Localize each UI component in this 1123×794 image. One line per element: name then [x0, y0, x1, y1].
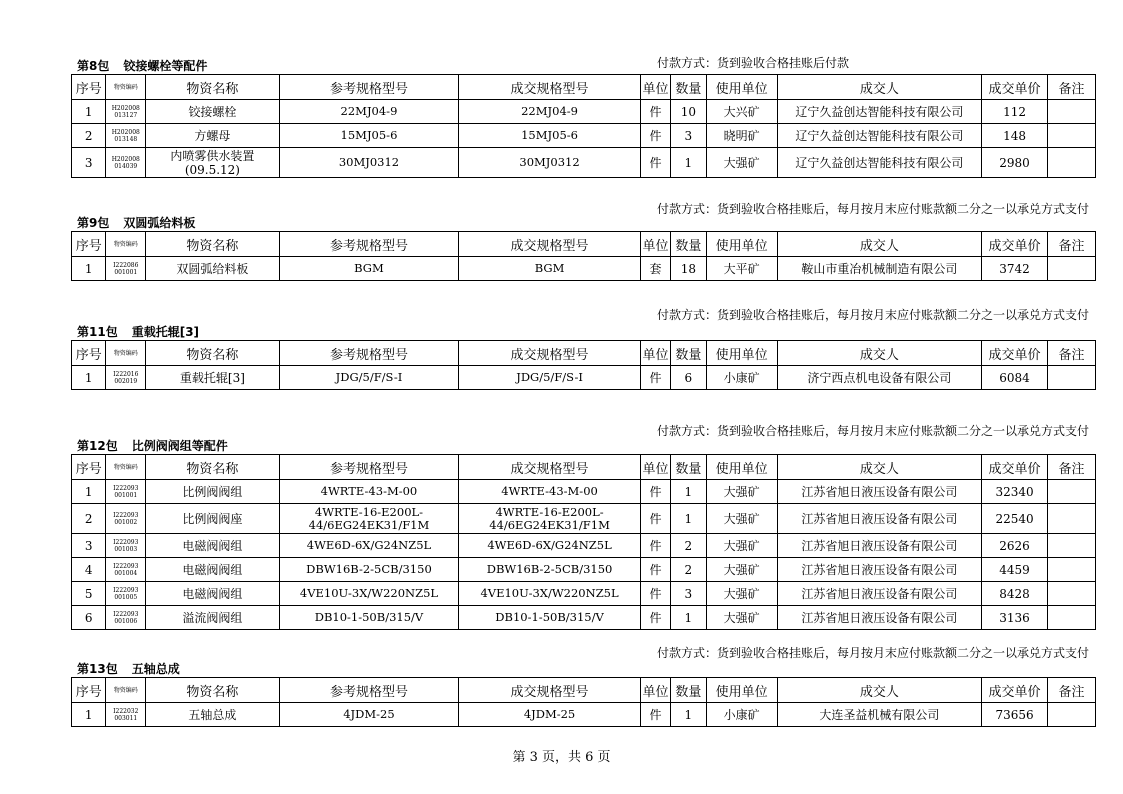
unit-cell: 件: [640, 366, 670, 390]
header-qty: 数量: [671, 455, 706, 480]
seq-cell: 1: [72, 100, 106, 124]
header-note: 备注: [1047, 232, 1095, 257]
unit-cell: 件: [640, 558, 670, 582]
material-name-cell: 铰接螺栓: [146, 100, 280, 124]
material-code-cell: I222093 001002: [106, 504, 146, 534]
seq-cell: 6: [72, 606, 106, 630]
deal-spec-cell: 15MJ05-6: [459, 124, 641, 148]
vendor-cell: 江苏省旭日液压设备有限公司: [777, 534, 982, 558]
header-material-name: 物资名称: [146, 678, 280, 703]
qty-cell: 10: [671, 100, 706, 124]
package-section-9: [71, 202, 1096, 281]
header-vendor: 成交人: [777, 678, 982, 703]
header-unit: 单位: [640, 455, 670, 480]
package-table: [71, 231, 1096, 281]
seq-cell: 1: [72, 366, 106, 390]
header-deal-spec: 成交规格型号: [459, 341, 641, 366]
package-title: 第13包 五轴总成: [77, 662, 180, 676]
material-code-cell: I222093 001001: [106, 480, 146, 504]
unit-cell: 件: [640, 148, 670, 178]
header-material-name: 物资名称: [146, 341, 280, 366]
deal-spec-cell: JDG/5/F/S-I: [459, 366, 641, 390]
header-deal-spec: 成交规格型号: [459, 455, 641, 480]
header-note: 备注: [1047, 455, 1095, 480]
material-name-cell: 内喷雾供水装置(09.5.12): [146, 148, 280, 178]
ref-spec-cell: JDG/5/F/S-I: [279, 366, 459, 390]
table-header-row: [72, 455, 1096, 480]
note-cell: [1047, 504, 1095, 534]
package-title: 第11包 重载托辊[3]: [77, 325, 200, 339]
qty-cell: 1: [671, 504, 706, 534]
table-row: [72, 582, 1096, 606]
package-table: [71, 454, 1096, 630]
header-user-unit: 使用单位: [706, 75, 777, 100]
ref-spec-cell: 22MJ04-9: [279, 100, 459, 124]
header-unit: 单位: [640, 75, 670, 100]
qty-cell: 3: [671, 124, 706, 148]
material-name-cell: 比例阀阀组: [146, 480, 280, 504]
ref-spec-cell: 4JDM-25: [279, 703, 459, 727]
unit-cell: 件: [640, 582, 670, 606]
price-cell: 8428: [982, 582, 1048, 606]
table-row: [72, 124, 1096, 148]
header-user-unit: 使用单位: [706, 455, 777, 480]
vendor-cell: 大连圣益机械有限公司: [777, 703, 982, 727]
page-number: 第 3 页，共 6 页: [512, 750, 611, 765]
user-unit-cell: 大平矿: [706, 257, 777, 281]
user-unit-cell: 大兴矿: [706, 100, 777, 124]
material-name-cell: 电磁阀阀组: [146, 534, 280, 558]
header-price: 成交单价: [982, 341, 1048, 366]
seq-cell: 3: [72, 534, 106, 558]
header-vendor: 成交人: [777, 75, 982, 100]
seq-cell: 3: [72, 148, 106, 178]
material-code-cell: H202008 013148: [106, 124, 146, 148]
qty-cell: 3: [671, 582, 706, 606]
material-code-cell: I222093 001003: [106, 534, 146, 558]
header-user-unit: 使用单位: [706, 232, 777, 257]
user-unit-cell: 大强矿: [706, 534, 777, 558]
header-qty: 数量: [671, 232, 706, 257]
header-material-name: 物资名称: [146, 75, 280, 100]
price-cell: 6084: [982, 366, 1048, 390]
vendor-cell: 辽宁久益创达智能科技有限公司: [777, 124, 982, 148]
material-code-cell: I222032 003011: [106, 703, 146, 727]
table-row: [72, 148, 1096, 178]
deal-spec-cell: 30MJ0312: [459, 148, 641, 178]
header-material-code: 物资编码: [106, 678, 146, 703]
note-cell: [1047, 606, 1095, 630]
seq-cell: 2: [72, 124, 106, 148]
header-qty: 数量: [671, 341, 706, 366]
price-cell: 148: [982, 124, 1048, 148]
user-unit-cell: 晓明矿: [706, 124, 777, 148]
header-price: 成交单价: [982, 678, 1048, 703]
vendor-cell: 济宁西点机电设备有限公司: [777, 366, 982, 390]
table-row: [72, 480, 1096, 504]
note-cell: [1047, 124, 1095, 148]
header-vendor: 成交人: [777, 341, 982, 366]
vendor-cell: 江苏省旭日液压设备有限公司: [777, 480, 982, 504]
header-price: 成交单价: [982, 75, 1048, 100]
header-unit: 单位: [640, 341, 670, 366]
package-table: [71, 677, 1096, 727]
header-price: 成交单价: [982, 232, 1048, 257]
user-unit-cell: 大强矿: [706, 480, 777, 504]
header-ref-spec: 参考规格型号: [279, 455, 459, 480]
price-cell: 3136: [982, 606, 1048, 630]
table-header-row: [72, 341, 1096, 366]
price-cell: 4459: [982, 558, 1048, 582]
note-cell: [1047, 703, 1095, 727]
payment-terms: 付款方式：货到验收合格挂账后，每月按月末应付账款额二分之一以承兑方式支付: [657, 424, 1090, 438]
user-unit-cell: 大强矿: [706, 148, 777, 178]
table-row: [72, 558, 1096, 582]
header-note: 备注: [1047, 341, 1095, 366]
unit-cell: 件: [640, 124, 670, 148]
material-name-cell: 溢流阀阀组: [146, 606, 280, 630]
seq-cell: 1: [72, 703, 106, 727]
seq-cell: 5: [72, 582, 106, 606]
material-name-cell: 方螺母: [146, 124, 280, 148]
header-seq: 序号: [72, 232, 106, 257]
header-material-code: 物资编码: [106, 232, 146, 257]
unit-cell: 件: [640, 504, 670, 534]
qty-cell: 1: [671, 703, 706, 727]
package-title: 第12包 比例阀阀组等配件: [77, 439, 228, 453]
header-material-name: 物资名称: [146, 455, 280, 480]
user-unit-cell: 大强矿: [706, 504, 777, 534]
header-user-unit: 使用单位: [706, 341, 777, 366]
deal-spec-cell: 4WRTE-16-E200L-44/6EG24EK31/F1M: [459, 504, 641, 534]
header-seq: 序号: [72, 455, 106, 480]
price-cell: 3742: [982, 257, 1048, 281]
deal-spec-cell: 4WE6D-6X/G24NZ5L: [459, 534, 641, 558]
note-cell: [1047, 582, 1095, 606]
table-row: [72, 366, 1096, 390]
material-name-cell: 重载托辊[3]: [146, 366, 280, 390]
ref-spec-cell: 4WRTE-16-E200L-44/6EG24EK31/F1M: [279, 504, 459, 534]
vendor-cell: 辽宁久益创达智能科技有限公司: [777, 100, 982, 124]
package-header: [71, 646, 1096, 677]
deal-spec-cell: 22MJ04-9: [459, 100, 641, 124]
note-cell: [1047, 534, 1095, 558]
header-deal-spec: 成交规格型号: [459, 678, 641, 703]
material-code-cell: H202008 013127: [106, 100, 146, 124]
deal-spec-cell: BGM: [459, 257, 641, 281]
qty-cell: 18: [671, 257, 706, 281]
table-header-row: [72, 678, 1096, 703]
header-ref-spec: 参考规格型号: [279, 678, 459, 703]
header-note: 备注: [1047, 678, 1095, 703]
seq-cell: 1: [72, 480, 106, 504]
header-material-code: 物资编码: [106, 455, 146, 480]
header-material-code: 物资编码: [106, 75, 146, 100]
header-user-unit: 使用单位: [706, 678, 777, 703]
ref-spec-cell: 4VE10U-3X/W220NZ5L: [279, 582, 459, 606]
note-cell: [1047, 480, 1095, 504]
ref-spec-cell: DBW16B-2-5CB/3150: [279, 558, 459, 582]
vendor-cell: 江苏省旭日液压设备有限公司: [777, 582, 982, 606]
user-unit-cell: 小康矿: [706, 703, 777, 727]
qty-cell: 1: [671, 480, 706, 504]
price-cell: 22540: [982, 504, 1048, 534]
header-material-code: 物资编码: [106, 341, 146, 366]
header-seq: 序号: [72, 341, 106, 366]
package-header: [71, 202, 1096, 231]
header-vendor: 成交人: [777, 455, 982, 480]
header-vendor: 成交人: [777, 232, 982, 257]
table-row: [72, 534, 1096, 558]
header-ref-spec: 参考规格型号: [279, 75, 459, 100]
vendor-cell: 辽宁久益创达智能科技有限公司: [777, 148, 982, 178]
price-cell: 73656: [982, 703, 1048, 727]
material-name-cell: 电磁阀阀组: [146, 582, 280, 606]
header-seq: 序号: [72, 678, 106, 703]
user-unit-cell: 大强矿: [706, 582, 777, 606]
material-name-cell: 双圆弧给料板: [146, 257, 280, 281]
material-name-cell: 五轴总成: [146, 703, 280, 727]
table-row: [72, 257, 1096, 281]
header-qty: 数量: [671, 678, 706, 703]
material-code-cell: I222093 001005: [106, 582, 146, 606]
material-code-cell: I222093 001004: [106, 558, 146, 582]
user-unit-cell: 大强矿: [706, 606, 777, 630]
deal-spec-cell: 4JDM-25: [459, 703, 641, 727]
ref-spec-cell: BGM: [279, 257, 459, 281]
deal-spec-cell: 4WRTE-43-M-00: [459, 480, 641, 504]
package-section-12: [71, 424, 1096, 630]
header-unit: 单位: [640, 232, 670, 257]
price-cell: 2980: [982, 148, 1048, 178]
package-title: 第8包 铰接螺栓等配件: [77, 59, 208, 73]
material-code-cell: H202008 014039: [106, 148, 146, 178]
qty-cell: 6: [671, 366, 706, 390]
seq-cell: 2: [72, 504, 106, 534]
user-unit-cell: 大强矿: [706, 558, 777, 582]
material-code-cell: I222093 001006: [106, 606, 146, 630]
note-cell: [1047, 257, 1095, 281]
note-cell: [1047, 558, 1095, 582]
header-seq: 序号: [72, 75, 106, 100]
payment-terms: 付款方式：货到验收合格挂账后，每月按月末应付账款额二分之一以承兑方式支付: [657, 646, 1090, 660]
qty-cell: 2: [671, 534, 706, 558]
table-header-row: [72, 232, 1096, 257]
material-name-cell: 比例阀阀座: [146, 504, 280, 534]
unit-cell: 件: [640, 534, 670, 558]
note-cell: [1047, 148, 1095, 178]
unit-cell: 件: [640, 480, 670, 504]
package-section-8: [71, 56, 1096, 178]
ref-spec-cell: 30MJ0312: [279, 148, 459, 178]
table-header-row: [72, 75, 1096, 100]
material-name-cell: 电磁阀阀组: [146, 558, 280, 582]
ref-spec-cell: DB10-1-50B/315/V: [279, 606, 459, 630]
table-row: [72, 100, 1096, 124]
header-qty: 数量: [671, 75, 706, 100]
package-section-13: [71, 646, 1096, 727]
payment-terms: 付款方式：货到验收合格挂账后付款: [657, 56, 850, 70]
table-row: [72, 606, 1096, 630]
ref-spec-cell: 4WE6D-6X/G24NZ5L: [279, 534, 459, 558]
payment-terms: 付款方式：货到验收合格挂账后，每月按月末应付账款额二分之一以承兑方式支付: [657, 202, 1090, 216]
note-cell: [1047, 100, 1095, 124]
deal-spec-cell: DB10-1-50B/315/V: [459, 606, 641, 630]
seq-cell: 4: [72, 558, 106, 582]
ref-spec-cell: 4WRTE-43-M-00: [279, 480, 459, 504]
package-header: [71, 424, 1096, 454]
unit-cell: 件: [640, 703, 670, 727]
qty-cell: 1: [671, 148, 706, 178]
vendor-cell: 鞍山市重冶机械制造有限公司: [777, 257, 982, 281]
payment-terms: 付款方式：货到验收合格挂账后，每月按月末应付账款额二分之一以承兑方式支付: [657, 308, 1090, 322]
header-unit: 单位: [640, 678, 670, 703]
vendor-cell: 江苏省旭日液压设备有限公司: [777, 606, 982, 630]
package-title: 第9包 双圆弧给料板: [77, 216, 196, 230]
qty-cell: 1: [671, 606, 706, 630]
deal-spec-cell: 4VE10U-3X/W220NZ5L: [459, 582, 641, 606]
table-row: [72, 504, 1096, 534]
header-ref-spec: 参考规格型号: [279, 232, 459, 257]
unit-cell: 件: [640, 606, 670, 630]
material-code-cell: I222016 002019: [106, 366, 146, 390]
price-cell: 2626: [982, 534, 1048, 558]
vendor-cell: 江苏省旭日液压设备有限公司: [777, 504, 982, 534]
package-table: [71, 74, 1096, 178]
table-row: [72, 703, 1096, 727]
header-deal-spec: 成交规格型号: [459, 75, 641, 100]
header-material-name: 物资名称: [146, 232, 280, 257]
user-unit-cell: 小康矿: [706, 366, 777, 390]
ref-spec-cell: 15MJ05-6: [279, 124, 459, 148]
header-ref-spec: 参考规格型号: [279, 341, 459, 366]
header-note: 备注: [1047, 75, 1095, 100]
unit-cell: 件: [640, 100, 670, 124]
deal-spec-cell: DBW16B-2-5CB/3150: [459, 558, 641, 582]
unit-cell: 套: [640, 257, 670, 281]
header-deal-spec: 成交规格型号: [459, 232, 641, 257]
package-header: [71, 308, 1096, 340]
qty-cell: 2: [671, 558, 706, 582]
material-code-cell: I222086 001001: [106, 257, 146, 281]
price-cell: 112: [982, 100, 1048, 124]
note-cell: [1047, 366, 1095, 390]
seq-cell: 1: [72, 257, 106, 281]
package-section-11: [71, 308, 1096, 390]
vendor-cell: 江苏省旭日液压设备有限公司: [777, 558, 982, 582]
price-cell: 32340: [982, 480, 1048, 504]
package-header: [71, 56, 1096, 74]
package-table: [71, 340, 1096, 390]
header-price: 成交单价: [982, 455, 1048, 480]
